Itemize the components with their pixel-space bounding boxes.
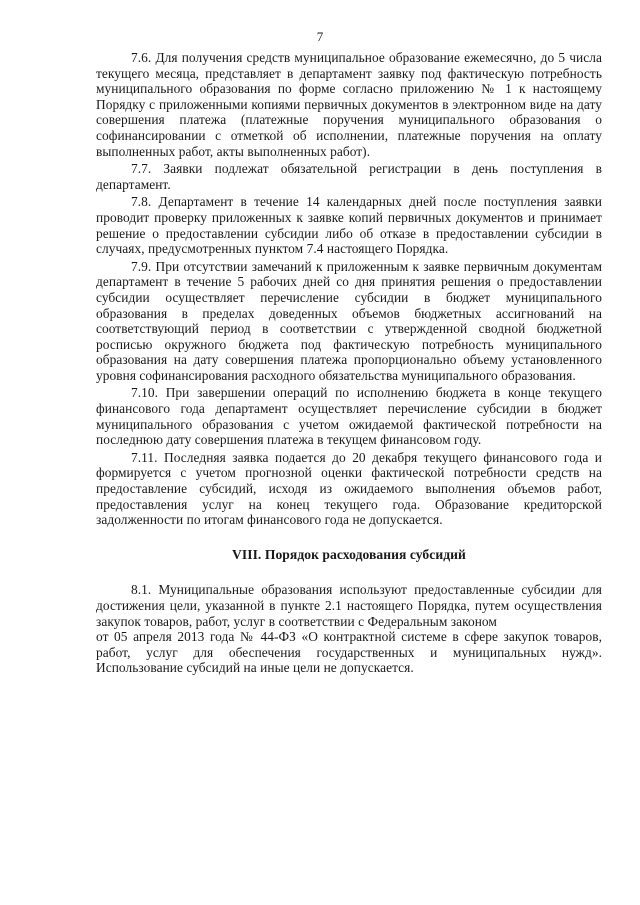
page-number: 7 [316, 29, 324, 44]
paragraph-7-11: 7.11. Последняя заявка подается до 20 декабря текущего финансового года и формируется с учетом прогнозной оценки фактической потребности средств на предоставление субсидий, исходя из ожидаемого выполнения объемов работ, предоставления услуг на конец текущего года. Образование кредиторской задолженности по итогам финансового года не допускается. [96, 449, 602, 528]
paragraph-7-8: 7.8. Департамент в течение 14 календарных дней после поступления заявки проводит проверку приложенных к заявке копий первичных документов и принимает решение о предоставлении субсидии либо об отказе в предоставлении субсидии в случаях, предусмотренных пунктом 7.4 настоящего Порядка. [96, 194, 602, 257]
paragraph-7-6: 7.6. Для получения средств муниципальное образование ежемесячно, до 5 числа текущего месяца, представляет в департамент заявку под фактическую потребность муниципального образования по форме согласно приложению № 1 к настоящему Порядку с приложенными копиями первичных документов в электронном виде на дату совершения платежа (платежные поручения муниципального образования о софинансировании с отметкой об исполнении, платежные поручения на оплату выполненных работ, акты выполненных работ). [96, 50, 602, 159]
paragraph-7-9: 7.9. При отсутствии замечаний к приложенным к заявке первичным документам департамент в течение 5 рабочих дней со дня принятия решения о предоставлении субсидии осуществляет перечисление субсидии в бюджет муниципального образования в пределах доведенных объемов бюджетных ассигнований на соответствующий период в соответствии с утвержденной сводной бюджетной росписью окружного бюджета под фактическую потребность муниципального образования на дату совершения платежа пропорционально объему установленного уровня софинансирования расходного обязательства муниципального образования. [96, 258, 602, 383]
document-body [96, 50, 602, 676]
paragraph-7-10: 7.10. При завершении операций по исполнению бюджета в конце текущего финансового года департамент осуществляет перечисление субсидии в бюджет муниципального образования с учетом ожидаемой фактической потребности на последнюю дату совершения платежа в текущем финансовом году. [96, 385, 602, 448]
paragraph-8-1-part-1: 8.1. Муниципальные образования используют предоставленные субсидии для достижения цели, указанной в пункте 2.1 настоящего Порядка, путем осуществления закупок товаров, работ, услуг в соответствии с Федеральным законом [96, 582, 602, 629]
section-title-8: VIII. Порядок расходования субсидий [232, 546, 466, 562]
paragraph-7-7: 7.7. Заявки подлежат обязательной регистрации в день поступления в департамент. [96, 161, 602, 192]
paragraph-8-1-part-2: от 05 апреля 2013 года № 44-ФЗ «О контрактной системе в сфере закупок товаров, работ, услуг для обеспечения государственных и муниципальных нужд». Использование субсидий на иные цели не допускается. [96, 629, 602, 676]
